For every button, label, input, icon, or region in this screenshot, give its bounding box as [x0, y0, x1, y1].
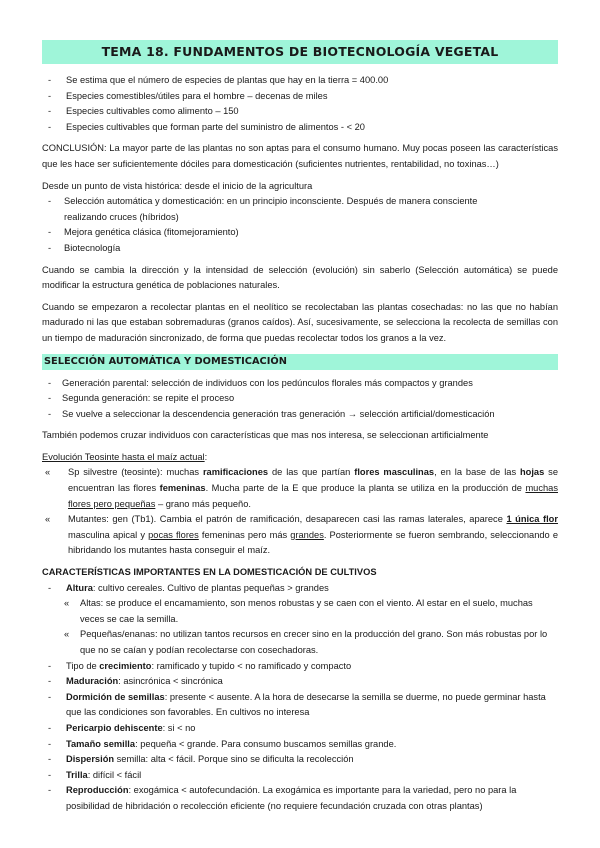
sublist-item: « Altas: se produce el encamamiento, son menos robustas y se caen con el viento. Al estar en el suelo, muchas veces se cae la semilla. — [42, 596, 558, 627]
list-item: - Biotecnología — [42, 241, 558, 257]
neolitico-paragraph: Cuando se empezaron a recolectar plantas en el neolítico se recolectaban las plantas cosechadas: no las que no habían madurado ni las que estaban sobremaduras (granos caídos). Así, sucesivamente, se selecciona la recolecta de semillas con un tiempo de maduración sincronizado, de forma que puedas recolectar todos los granos a la vez. — [42, 301, 558, 343]
list-item: - Mejora genética clásica (fitomejoramiento) — [42, 225, 558, 241]
characteristics-title: CARACTERÍSTICAS IMPORTANTES EN LA DOMESTICACIÓN DE CULTIVOS — [42, 567, 377, 578]
list-item: - Segunda generación: se repite el proceso — [42, 391, 558, 407]
section-heading: SELECCIÓN AUTOMÁTICA Y DOMESTICACIÓN — [42, 354, 558, 370]
list-item: - Generación parental: selección de individuos con los pedúnculos florales más compactos y grandes — [42, 376, 558, 392]
selection-list — [42, 376, 558, 423]
direction-paragraph: Cuando se cambia la dirección y la intensidad de selección (evolución) sin saberlo (Selección automática) se puede modificar la estructura genética de poblaciones naturales. — [42, 264, 558, 291]
conclusion-paragraph: CONCLUSIÓN: La mayor parte de las plantas no son aptas para el consumo humano. Muy pocas poseen las características que les hace ser suficientemente dóciles para domesticación (suficientes nutrientes, rentabilidad, no toxinas…) — [42, 143, 558, 169]
evolution-list — [42, 465, 558, 559]
list-item: - Tipo de crecimiento: ramificado y tupido < no ramificado y compacto — [42, 659, 558, 675]
page-title: TEMA 18. FUNDAMENTOS DE BIOTECNOLOGÍA VEGETAL — [42, 40, 558, 64]
list-item: - Dormición de semillas: presente < ausente. A la hora de desecarse la semilla se duerme, no puede germinar hasta que las condiciones son favorables. En cultivos no interesa — [42, 690, 558, 721]
list-item: - Especies cultivables como alimento – 150 — [42, 104, 558, 120]
list-item: - Especies comestibles/útiles para el hombre – decenas de miles — [42, 89, 558, 105]
list-item-teosinte: « Sp silvestre (teosinte): muchas ramificaciones de las que partían flores masculinas, en la base de las hojas se encuentran las flores femeninas. Mucha parte de la E que produce la planta se utiliza en la producción de muchas flores pero pequeñas – grano más pequeño. — [42, 465, 558, 512]
list-item-altura: - Altura: cultivo cereales. Cultivo de plantas pequeñas > grandes — [42, 581, 558, 597]
sublist-item: « Pequeñas/enanas: no utilizan tantos recursos en crecer sino en la producción del grano. Son más robustas por lo que no se caían y podían recolectarse con cosechadoras. — [42, 627, 558, 658]
list-item: - Maduración: asincrónica < sincrónica — [42, 674, 558, 690]
evolution-heading-text: Evolución Teosinte hasta el maíz actual — [42, 451, 205, 462]
list-item: - Selección automática y domesticación: en un principio inconsciente. Después de manera consciente realizando cruces (híbridos) — [42, 194, 558, 225]
list-item: - Reproducción: exogámica < autofecundación. La exogámica es importante para la variedad, pero no para la posibilidad de hibridación o recolección eficiente (no requiere fecundación cruzada con otras plantas) — [42, 783, 558, 814]
historic-intro: Desde un punto de vista histórica: desde el inicio de la agricultura — [42, 180, 313, 191]
list-item: - Trilla: difícil < fácil — [42, 768, 558, 784]
characteristics-list-rest — [42, 659, 558, 815]
list-item: - Especies cultivables que forman parte del suministro de alimentos - < 20 — [42, 120, 558, 136]
list-item: - Se vuelve a seleccionar la descendencia generación tras generación → selección artificial/domesticación — [42, 407, 558, 423]
characteristics-list — [42, 581, 558, 597]
historic-list — [42, 194, 558, 256]
list-item: - Pericarpio dehiscente: si < no — [42, 721, 558, 737]
list-item: - Se estima que el número de especies de plantas que hay en la tierra = 400.00 — [42, 73, 558, 89]
evolution-heading: Evolución Teosinte hasta el maíz actual: — [42, 451, 208, 462]
list-item: - Dispersión semilla: alta < fácil. Porque sino se dificulta la recolección — [42, 752, 558, 768]
list-item: - Tamaño semilla: pequeña < grande. Para consumo buscamos semillas grande. — [42, 737, 558, 753]
altura-sublist — [42, 596, 558, 658]
intro-list — [42, 73, 558, 135]
list-item-mutantes: « Mutantes: gen (Tb1). Cambia el patrón de ramificación, desaparecen casi las ramas laterales, aparece 1 única flor masculina apical y pocas flores femeninas pero más grandes. Posteriormente se fueron sembrando, seleccionando e hibridando los mutantes hasta conseguir el maíz. — [42, 512, 558, 559]
cross-paragraph: También podemos cruzar individuos con características que mas nos interesa, se seleccionan artificialmente — [42, 430, 489, 441]
